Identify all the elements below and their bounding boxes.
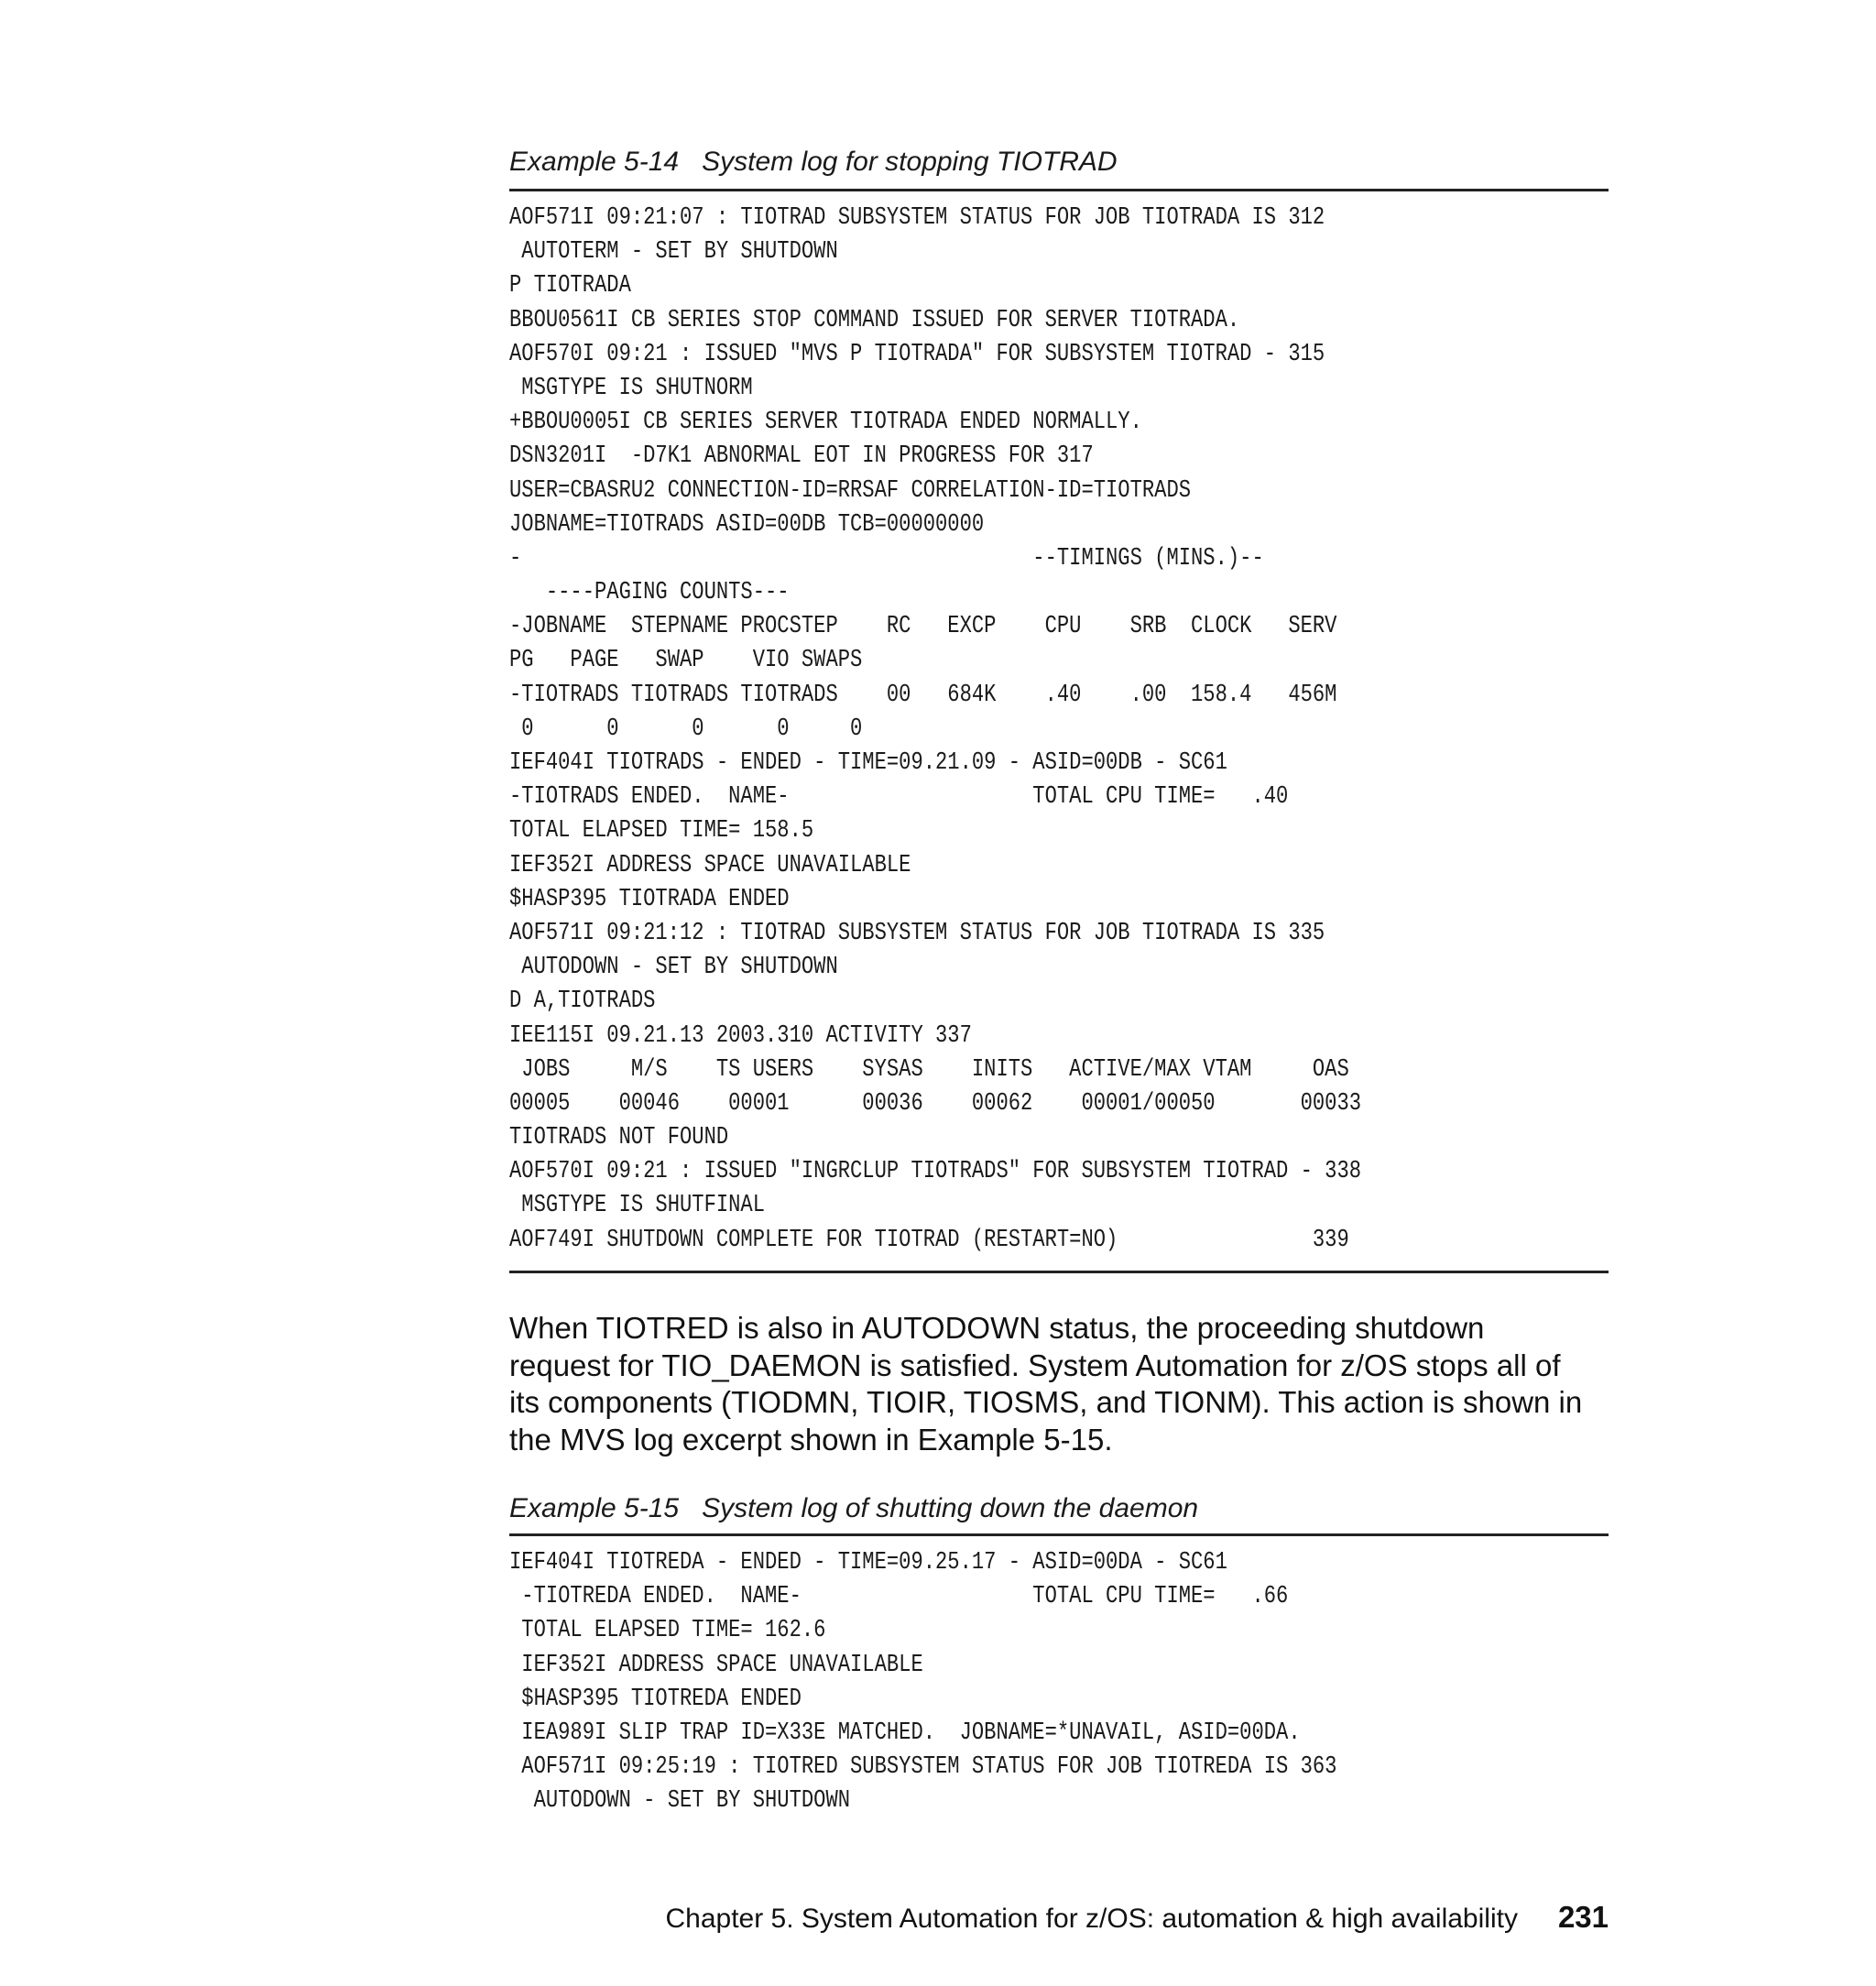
top-rule-example-5-15 — [509, 1533, 1609, 1536]
code-line: AUTODOWN - SET BY SHUTDOWN — [509, 1787, 851, 1816]
code-line: IEF404I TIOTREDA - ENDED - TIME=09.25.17 - ASID=00DA - SC61 — [509, 1549, 1227, 1577]
code-line: +BBOU0005I CB SERIES SERVER TIOTRADA ENDED NORMALLY. — [509, 409, 1142, 437]
code-line: 00005 00046 00001 00036 00062 00001/00050 00033 — [509, 1089, 1362, 1118]
code-line: PG PAGE SWAP VIO SWAPS — [509, 647, 863, 675]
page-number: 231 — [1557, 1900, 1609, 1934]
example-5-14-caption: Example 5-14 System log for stopping TIOTRAD — [509, 147, 1118, 177]
example-5-15-code-block — [509, 1546, 1411, 1819]
page-footer — [509, 1900, 1609, 1935]
code-line: AOF571I 09:21:07 : TIOTRAD SUBSYSTEM STATUS FOR JOB TIOTRADA IS 312 — [509, 204, 1325, 232]
code-line: -TIOTRADS TIOTRADS TIOTRADS 00 684K .40 .00 158.4 456M — [509, 681, 1337, 709]
code-line: TIOTRADS NOT FOUND — [509, 1124, 729, 1152]
code-line: AOF571I 09:21:12 : TIOTRAD SUBSYSTEM STATUS FOR JOB TIOTRADA IS 335 — [509, 919, 1325, 947]
code-line: BBOU0561I CB SERIES STOP COMMAND ISSUED FOR SERVER TIOTRADA. — [509, 306, 1240, 334]
code-line: IEF404I TIOTRADS - ENDED - TIME=09.21.09 - ASID=00DB - SC61 — [509, 749, 1227, 777]
body-paragraph — [509, 1310, 1618, 1458]
code-line: $HASP395 TIOTREDA ENDED — [509, 1685, 802, 1713]
code-line: USER=CBASRU2 CONNECTION-ID=RRSAF CORRELATION-ID=TIOTRADS — [509, 476, 1192, 505]
code-line: AOF571I 09:25:19 : TIOTRED SUBSYSTEM STATUS FOR JOB TIOTREDA IS 363 — [509, 1753, 1337, 1782]
code-line: IEF352I ADDRESS SPACE UNAVAILABLE — [509, 851, 911, 879]
example-5-14-code-block — [509, 202, 1411, 1258]
code-line: IEE115I 09.21.13 2003.310 ACTIVITY 337 — [509, 1021, 972, 1050]
code-line: TOTAL ELAPSED TIME= 158.5 — [509, 817, 814, 846]
code-line: ----PAGING COUNTS--- — [509, 579, 790, 607]
paragraph-line: When TIOTRED is also in AUTODOWN status, the proceeding shutdown — [509, 1311, 1485, 1345]
paragraph-line: the MVS log excerpt shown in Example 5-15. — [509, 1422, 1113, 1457]
code-line: AUTODOWN - SET BY SHUTDOWN — [509, 954, 838, 982]
code-line: DSN3201I -D7K1 ABNORMAL EOT IN PROGRESS FOR 317 — [509, 442, 1094, 471]
code-line: MSGTYPE IS SHUTFINAL — [509, 1192, 766, 1220]
bottom-rule-example-5-14 — [509, 1271, 1609, 1273]
code-line: -TIOTRADS ENDED. NAME- TOTAL CPU TIME= .40 — [509, 783, 1289, 812]
code-line: 0 0 0 0 0 — [509, 715, 863, 743]
code-line: - --TIMINGS (MINS.)-- — [509, 544, 1264, 573]
code-line: -TIOTREDA ENDED. NAME- TOTAL CPU TIME= .66 — [509, 1583, 1289, 1611]
code-line: AOF570I 09:21 : ISSUED "MVS P TIOTRADA" FOR SUBSYSTEM TIOTRAD - 315 — [509, 340, 1325, 368]
code-line: -JOBNAME STEPNAME PROCSTEP RC EXCP CPU SRB CLOCK SERV — [509, 613, 1337, 641]
code-line: TOTAL ELAPSED TIME= 162.6 — [509, 1617, 826, 1645]
top-rule-example-5-14 — [509, 189, 1609, 191]
code-line: D A,TIOTRADS — [509, 988, 656, 1016]
chapter-title: Chapter 5. System Automation for z/OS: automation & high availability — [665, 1904, 1518, 1934]
code-line: JOBS M/S TS USERS SYSAS INITS ACTIVE/MAX VTAM OAS — [509, 1055, 1349, 1084]
code-line: IEA989I SLIP TRAP ID=X33E MATCHED. JOBNAME=*UNAVAIL, ASID=00DA. — [509, 1719, 1301, 1747]
code-line: $HASP395 TIOTRADA ENDED — [509, 885, 790, 913]
code-line: AUTOTERM - SET BY SHUTDOWN — [509, 238, 838, 267]
code-line: AOF570I 09:21 : ISSUED "INGRCLUP TIOTRADS" FOR SUBSYSTEM TIOTRAD - 338 — [509, 1158, 1362, 1186]
paragraph-line: request for TIO_DAEMON is satisfied. System Automation for z/OS stops all of — [509, 1348, 1561, 1382]
code-line: AOF749I SHUTDOWN COMPLETE FOR TIOTRAD (RESTART=NO) 339 — [509, 1226, 1349, 1254]
code-line: P TIOTRADA — [509, 272, 631, 300]
code-line: IEF352I ADDRESS SPACE UNAVAILABLE — [509, 1651, 923, 1679]
code-line: MSGTYPE IS SHUTNORM — [509, 374, 753, 402]
example-5-15-caption: Example 5-15 System log of shutting down the daemon — [509, 1493, 1199, 1523]
code-line: JOBNAME=TIOTRADS ASID=00DB TCB=00000000 — [509, 510, 985, 539]
paragraph-line: its components (TIODMN, TIOIR, TIOSMS, and TIONM). This action is shown in — [509, 1385, 1583, 1419]
